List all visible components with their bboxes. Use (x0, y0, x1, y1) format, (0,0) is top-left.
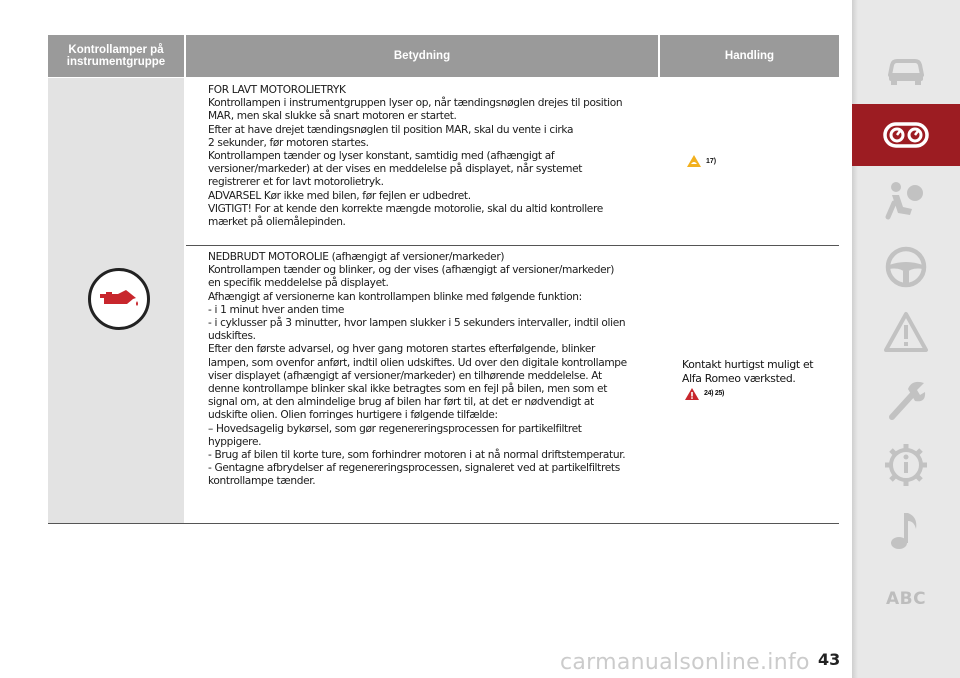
description-degraded-oil: NEDBRUDT MOTOROLIE (afhængigt af versioner/markeder) Kontrollampen tænder og blinker, og der vises (afhængigt af versioner/markeder) en specifik meddelelse på displayet. Afhængigt af versionerne kan kontrollampen blinke med følgende funktion: - i 1 minut hver anden time - i cyklusser på 3 minutter, hvor lampen slukker i 5 sekunders intervaller, indtil olien udskiftes. Efter den første advarsel, og hver gang motoren startes efterfølgende, blinker lampen, som ovenfor anført, indtil olien udskiftes. Ud over den digitale kontrollampe viser displayet (afhængigt af versioner/markeder) en tilhørende meddelelse. At denne kontrollampe blinker skal ikke betragtes som en fejl på bilen, men som et signal om, at den almindelige brug af bilen har ført til, at det er nødvendigt at udskifte olien. Olien forringes hurtigere i følgende tilfælde: – Hovedsagelig bykørsel, som gør regenereringsprocessen for partikelfiltret hyppigere. - Brug af bilen til korte ture, som forhindrer motoren i at nå normal driftstemperatur. - Gentagne afbrydelser af regenereringsprocessen, signaleret ved at partikelfiltrets kontrollampe tænder. (208, 251, 627, 488)
steering-wheel-icon (882, 243, 930, 291)
car-icon (882, 45, 930, 93)
info-gear-icon (882, 441, 930, 489)
page-number: 43 (818, 650, 841, 669)
table-bottom-border (48, 523, 839, 524)
description-low-oil-pressure: FOR LAVT MOTOROLIETRYK Kontrollampen i instrumentgruppen lyser op, når tændingsnøglen drejes til position MAR, men skal slukke så snart motoren er startet. Efter at have drejet tændingsnøglen til position MAR, skal du vente i cirka 2 sekunder, før motoren startes. Kontrollampen tænder og lyser konstant, samtidig med (afhængigt af versioner/markeder) at der vises en meddelelse på displayet, når systemet registrerer et for lavt motorolietryk. ADVARSEL Kør ikke med bilen, før fejlen er udbedret. VIGTIGT! For at kende den korrekte mængde motorolie, skal du altid kontrollere mærket på oliemålepinden. (208, 84, 623, 229)
sidebar-item-index[interactable]: ABC (885, 589, 927, 609)
reference-warning-24-25: 24) 25) (684, 387, 832, 401)
reference-caution-17: 17) (686, 154, 716, 168)
dashboard-gauges-icon (882, 111, 930, 159)
watermark: carmanualsonline.info (560, 650, 810, 675)
sidebar-item-technical-data[interactable] (852, 434, 960, 496)
warning-icon (684, 387, 700, 401)
lamp-cell (48, 78, 184, 524)
sidebar-item-maintenance[interactable] (852, 368, 960, 430)
header-meaning-column: Betydning (186, 35, 658, 77)
caution-icon (686, 154, 702, 168)
oil-can-icon (88, 268, 150, 330)
header-action-column: Handling (660, 35, 839, 77)
warning-triangle-icon (882, 309, 930, 357)
action-contact-workshop: Kontakt hurtigst muligt et Alfa Romeo værksted. 24) 25) (682, 358, 832, 401)
sidebar-item-emergency[interactable] (852, 302, 960, 364)
header-lamp-column: Kontrollamper på instrumentgruppe (48, 35, 184, 77)
row-divider (186, 245, 839, 246)
seat-airbag-icon (882, 177, 930, 225)
chapter-sidebar (852, 0, 960, 678)
sidebar-item-car[interactable] (852, 38, 960, 100)
wrench-icon (882, 375, 930, 423)
sidebar-item-driving[interactable] (852, 236, 960, 298)
sidebar-item-dashboard[interactable] (852, 104, 960, 166)
sidebar-item-multimedia[interactable] (852, 500, 960, 562)
music-note-icon (882, 507, 930, 555)
sidebar-item-safety[interactable] (852, 170, 960, 232)
